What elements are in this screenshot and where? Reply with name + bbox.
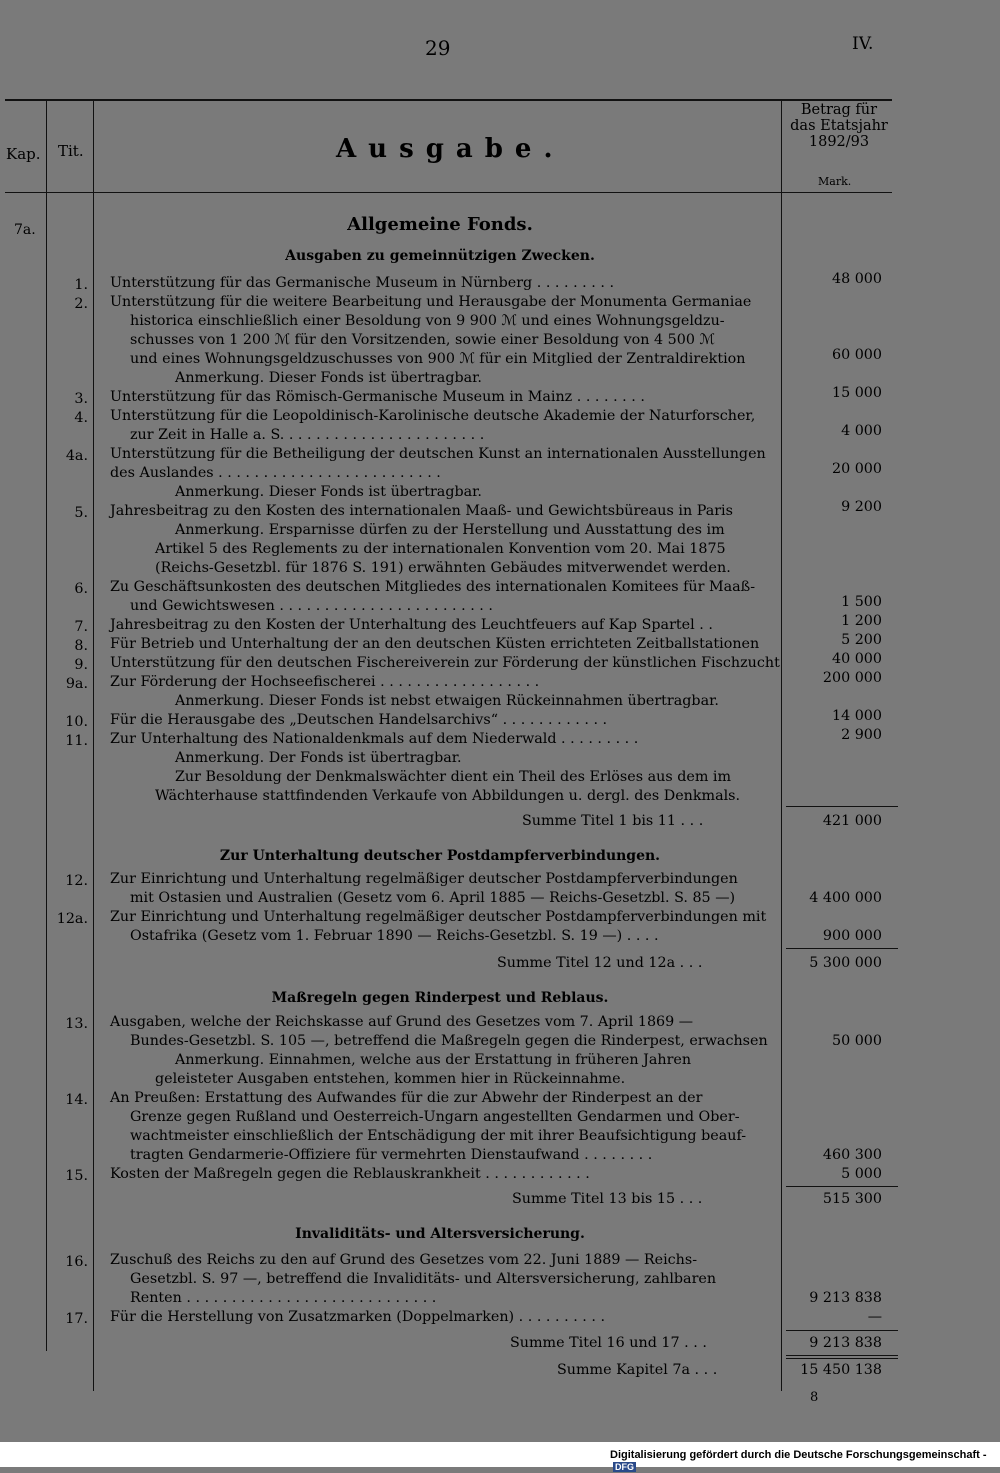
chapter-sum-label: Summe Kapitel 7a . . .: [557, 1362, 718, 1378]
sum-rule-double: [786, 1358, 898, 1359]
text-line: Jahresbeitrag zu den Kosten des internationalen Maaß- und Gewichtsbüreaus in Paris: [110, 503, 733, 519]
text-line: mit Ostasien und Australien (Gesetz vom 6. April 1885 — Reichs-Gesetzbl. S. 85 —): [130, 890, 736, 906]
text-line: Unterstützung für die Betheiligung der deutschen Kunst an internationalen Ausstellungen: [110, 446, 766, 462]
tit-number: 13.: [65, 1016, 88, 1032]
amount: 5 200: [841, 632, 882, 648]
tit-number: 8.: [74, 638, 88, 654]
text-line: (Reichs-Gesetzbl. für 1876 S. 191) erwähnten Gebäudes mitverwendet werden.: [155, 560, 731, 576]
text-line: Anmerkung. Ersparnisse dürfen zu der Herstellung und Ausstattung des im: [175, 522, 725, 538]
amount: 50 000: [831, 1033, 882, 1049]
amount: 9 200: [841, 499, 882, 515]
text-line: Zuschuß des Reichs zu den auf Grund des Gesetzes vom 22. Juni 1889 — Reichs-: [110, 1252, 698, 1268]
tit-number: 12a.: [56, 911, 88, 927]
tit-number: 1.: [74, 277, 88, 293]
text-line: wachtmeister einschließlich der Entschädigung der mit ihrer Beaufsichtigung beauf-: [130, 1128, 747, 1144]
section-title-3: Maßregeln gegen Rinderpest und Reblaus.: [271, 990, 609, 1006]
text-line: Renten . . . . . . . . . . . . . . . . . . . . . . . . . . . .: [130, 1290, 437, 1306]
text-line: geleisteter Ausgaben entstehen, kommen hier in Rückeinnahme.: [155, 1071, 626, 1087]
tit-number: 9.: [74, 657, 88, 673]
text-line: Unterstützung für die weitere Bearbeitung und Herausgabe der Monumenta Germaniae: [110, 294, 752, 310]
sum-label: Summe Titel 13 bis 15 . . .: [512, 1191, 703, 1207]
text-line: Bundes-Gesetzbl. S. 105 —, betreffend die Maßregeln gegen die Rinderpest, erwachsen: [130, 1033, 768, 1049]
text-line: Für die Herausgabe des „Deutschen Handelsarchivs“ . . . . . . . . . . . .: [110, 712, 608, 728]
text-line: und eines Wohnungsgeldzuschusses von 900 ℳ für ein Mitglied der Zentraldirektion: [130, 351, 746, 367]
text-line: tragten Gendarmerie-Offiziere für vermehrten Dienstaufwand . . . . . . . .: [130, 1147, 653, 1163]
sum-rule: [786, 806, 898, 807]
sum-label: Summe Titel 16 und 17 . . .: [510, 1335, 707, 1351]
text-line: Zur Einrichtung und Unterhaltung regelmäßiger deutscher Postdampferverbindungen mit: [110, 909, 767, 925]
amount: —: [867, 1309, 882, 1325]
text-line: und Gewichtswesen . . . . . . . . . . . . . . . . . . . . . . . .: [130, 598, 493, 614]
amount: 20 000: [831, 461, 882, 477]
text-line: Zur Unterhaltung des Nationaldenkmals auf dem Niederwald . . . . . . . . .: [110, 731, 639, 747]
text-line: Anmerkung. Der Fonds ist übertragbar.: [175, 750, 462, 766]
text-line: zur Zeit in Halle a. S. . . . . . . . . . . . . . . . . . . . . . .: [130, 427, 485, 443]
text-line: des Auslandes . . . . . . . . . . . . . . . . . . . . . . . . .: [110, 465, 441, 481]
tit-number: 15.: [65, 1168, 88, 1184]
sum-rule-double: [786, 1355, 898, 1356]
text-line: Wächterhause stattfindenden Verkaufe von Abbildungen u. dergl. des Denkmals.: [155, 788, 741, 804]
text-line: Zu Geschäftsunkosten des deutschen Mitgliedes des internationalen Komitees für Maaß-: [110, 579, 756, 595]
tit-number: 9a.: [65, 676, 88, 692]
col-tit-divider: [93, 101, 94, 1391]
tit-number: 16.: [65, 1254, 88, 1270]
header-betrag-line-2: das Etatsjahr: [790, 118, 888, 134]
footer-page-number: 8: [810, 1390, 819, 1405]
tit-number: 11.: [65, 733, 88, 749]
amount: 60 000: [831, 347, 882, 363]
amount: 900 000: [822, 928, 882, 944]
digitization-credit: [610, 1449, 1000, 1473]
col-text-divider: [781, 101, 782, 1391]
text-line: Artikel 5 des Reglements zu der internationalen Konvention vom 20. Mai 1875: [155, 541, 726, 557]
text-line: An Preußen: Erstattung des Aufwandes für die zur Abwehr der Rinderpest an der: [110, 1090, 703, 1106]
tit-number: 5.: [74, 505, 88, 521]
text-line: Unterstützung für das Römisch-Germanische Museum in Mainz . . . . . . . .: [110, 389, 645, 405]
kapitel-number: 7a.: [14, 222, 36, 238]
header-betrag: [784, 102, 894, 150]
amount: 1 500: [841, 594, 882, 610]
amount: 4 400 000: [809, 890, 882, 906]
amount: 200 000: [822, 670, 882, 686]
dfg-logo: DFG: [615, 1462, 634, 1472]
sum-amount: 421 000: [822, 813, 882, 829]
text-line: Gesetzbl. S. 97 —, betreffend die Invaliditäts- und Altersversicherung, zahlbaren: [130, 1271, 717, 1287]
sum-label: Summe Titel 12 und 12a . . .: [497, 955, 703, 971]
header-tit: Tit.: [58, 142, 84, 160]
top-rule: [5, 99, 892, 101]
amount: 14 000: [831, 708, 882, 724]
chapter-sum-amount: 15 450 138: [800, 1362, 882, 1378]
text-line: Zur Förderung der Hochseefischerei . . . . . . . . . . . . . . . . . .: [110, 674, 540, 690]
amount: 1 200: [841, 613, 882, 629]
tit-number: 4a.: [65, 448, 88, 464]
section-title-main: Allgemeine Fonds.: [347, 214, 533, 235]
amount: 5 000: [841, 1166, 882, 1182]
text-line: Anmerkung. Dieser Fonds ist nebst etwaigen Rückeinnahmen übertragbar.: [175, 693, 719, 709]
header-mark-unit: Mark.: [818, 175, 852, 188]
section-title-4: Invaliditäts- und Altersversicherung.: [295, 1226, 585, 1242]
text-line: Ostafrika (Gesetz vom 1. Februar 1890 — Reichs-Gesetzbl. S. 19 —) . . . .: [130, 928, 659, 944]
sum-rule: [786, 948, 898, 949]
footer-band-left: [0, 1442, 600, 1467]
header-bottom-rule: [5, 192, 892, 193]
text-line: Zur Besoldung der Denkmalswächter dient ein Theil des Erlöses aus dem im: [175, 769, 732, 785]
page-section-roman: IV.: [852, 34, 874, 54]
text-line: Grenze gegen Rußland und Oesterreich-Ungarn angestellten Gendarmen und Ober-: [130, 1109, 740, 1125]
text-line: schusses von 1 200 ℳ für den Vorsitzenden, sowie einer Besoldung von 4 500 ℳ: [130, 332, 715, 348]
amount: 2 900: [841, 727, 882, 743]
tit-number: 3.: [74, 391, 88, 407]
amount: 9 213 838: [809, 1290, 882, 1306]
tit-number: 12.: [65, 873, 88, 889]
tit-number: 7.: [74, 619, 88, 635]
text-line: Anmerkung. Dieser Fonds ist übertragbar.: [175, 370, 482, 386]
text-line: Ausgaben, welche der Reichskasse auf Grund des Gesetzes vom 7. April 1869 —: [110, 1014, 694, 1030]
sum-label: Summe Titel 1 bis 11 . . .: [522, 813, 704, 829]
amount: 15 000: [831, 385, 882, 401]
header-title: Ausgabe.: [336, 134, 565, 164]
text-line: Kosten der Maßregeln gegen die Reblauskrankheit . . . . . . . . . . . .: [110, 1166, 590, 1182]
text-line: Unterstützung für das Germanische Museum in Nürnberg . . . . . . . . .: [110, 275, 614, 291]
header-betrag-line-3: 1892/93: [808, 134, 870, 150]
tit-number: 17.: [65, 1311, 88, 1327]
text-line: Unterstützung für die Leopoldinisch-Karolinische deutsche Akademie der Naturforscher,: [110, 408, 756, 424]
text-line: Jahresbeitrag zu den Kosten der Unterhaltung des Leuchtfeuers auf Kap Spartel . .: [110, 617, 713, 633]
sum-amount: 515 300: [822, 1191, 882, 1207]
section-title-1: Ausgaben zu gemeinnützigen Zwecken.: [285, 248, 595, 264]
page-number: 29: [425, 36, 451, 60]
amount: 40 000: [831, 651, 882, 667]
header-kap: Kap.: [6, 145, 41, 163]
sum-amount: 5 300 000: [809, 955, 882, 971]
credit-text: Digitalisierung gefördert durch die Deutsche Forschungsgemeinschaft -: [610, 1449, 987, 1461]
amount: 4 000: [841, 423, 882, 439]
section-title-2: Zur Unterhaltung deutscher Postdampferverbindungen.: [219, 848, 661, 864]
text-line: Zur Einrichtung und Unterhaltung regelmäßiger deutscher Postdampferverbindungen: [110, 871, 738, 887]
header-betrag-line-1: Betrag für: [800, 102, 878, 118]
sum-amount: 9 213 838: [809, 1335, 882, 1351]
tit-number: 6.: [74, 581, 88, 597]
sum-rule: [786, 1186, 898, 1187]
amount: 48 000: [831, 271, 882, 287]
tit-number: 4.: [74, 410, 88, 426]
text-line: historica einschließlich einer Besoldung von 9 900 ℳ und eines Wohnungsgeldzu-: [130, 313, 725, 329]
text-line: Für Betrieb und Unterhaltung der an den deutschen Küsten errichteten Zeitballstationen: [110, 636, 760, 652]
text-line: Für die Herstellung von Zusatzmarken (Doppelmarken) . . . . . . . . . .: [110, 1309, 606, 1325]
tit-number: 14.: [65, 1092, 88, 1108]
text-line: Anmerkung. Einnahmen, welche aus der Erstattung in früheren Jahren: [175, 1052, 692, 1068]
text-line: Unterstützung für den deutschen Fischereiverein zur Förderung der künstlichen Fischzucht: [110, 655, 780, 671]
sum-rule: [786, 1330, 898, 1331]
col-kap-divider: [46, 101, 47, 1351]
amount: 460 300: [822, 1147, 882, 1163]
tit-number: 10.: [65, 714, 88, 730]
tit-number: 2.: [74, 296, 88, 312]
text-line: Anmerkung. Dieser Fonds ist übertragbar.: [175, 484, 482, 500]
